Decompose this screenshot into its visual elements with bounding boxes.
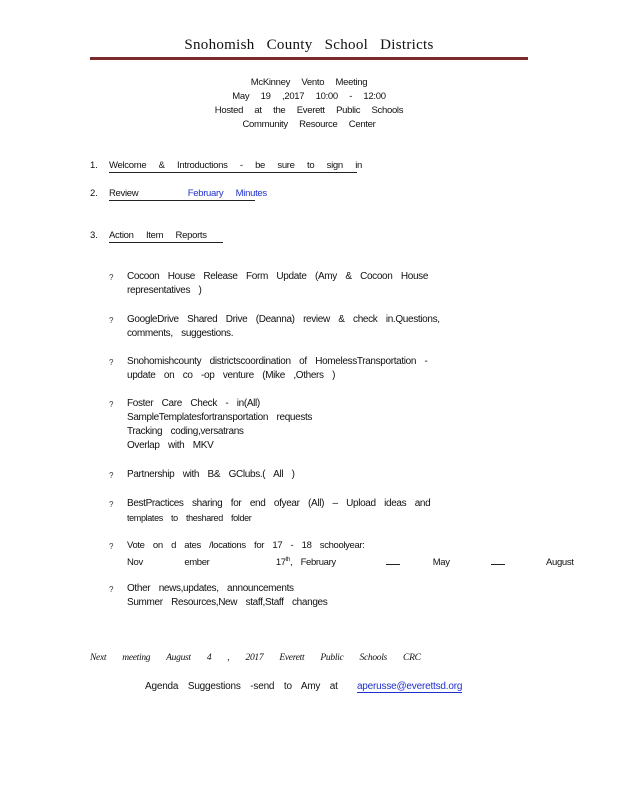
bullet-icon: ? <box>109 316 114 325</box>
document-title: Snohomish County School Districts <box>184 37 434 53</box>
agenda-suggestions-text: Agenda Suggestions -send to Amy at <box>145 681 338 692</box>
meeting-name: McKinney Vento Meeting <box>250 77 368 88</box>
date-august: August <box>546 557 574 569</box>
bullet-icon: ? <box>109 273 114 282</box>
bullet-icon: ? <box>109 400 114 409</box>
meeting-host: Hosted at the Everett Public Schools <box>214 105 404 116</box>
agenda-item-action-reports: Action Item Reports <box>109 230 223 243</box>
report-foster-line4: Overlap with MKV <box>127 440 214 451</box>
blank-line <box>491 555 505 565</box>
bullet-icon: ? <box>109 542 114 551</box>
date-may: May <box>432 557 450 569</box>
february-minutes-link[interactable]: February Minutes <box>187 188 267 199</box>
title-divider <box>90 57 528 60</box>
report-cocoon-line1: Cocoon House Release Form Update (Amy & Cocoon House <box>127 271 429 282</box>
date-superscript: th <box>285 557 291 563</box>
blank-line <box>386 555 400 565</box>
report-transportation-line1: Snohomishcounty districtscoordination of HomelessTransportation - <box>127 356 428 367</box>
report-partnership: Partnership with B& GClubs.( All ) <box>127 469 295 480</box>
report-transportation-line2: update on co -op venture (Mike ,Others ) <box>127 370 336 381</box>
date-november-a: Nov <box>127 557 143 569</box>
report-foster-line1: Foster Care Check - in(All) <box>127 398 260 409</box>
date-november-b: ember <box>184 557 210 569</box>
email-link[interactable]: aperusse@everettsd.org <box>356 681 463 692</box>
agenda-item-welcome: Welcome & Introductions - be sure to sign in <box>109 160 363 171</box>
meeting-location: Community Resource Center <box>242 119 376 130</box>
bullet-icon: ? <box>109 471 114 480</box>
agenda-number-2: 2. <box>90 188 98 199</box>
agenda-number-1: 1. <box>90 160 98 171</box>
bullet-icon: ? <box>109 358 114 367</box>
report-googledrive-line2: comments, suggestions. <box>127 328 234 339</box>
date-february: , February <box>290 557 336 569</box>
report-foster-line3: Tracking coding,versatrans <box>127 426 244 437</box>
next-meeting: Next meeting August 4 , 2017 Everett Public Schools CRC <box>90 653 421 663</box>
bullet-icon: ? <box>109 585 114 594</box>
review-label: Review <box>109 188 139 199</box>
report-other-line2: Summer Resources,New staff,Staff changes <box>127 597 328 608</box>
report-vote-line1: Vote on d ates /locations for 17 - 18 schoolyear: <box>127 540 365 551</box>
date-november-day: 17 <box>275 557 286 569</box>
meeting-date-time: May 19 ,2017 10:00 - 12:00 <box>232 91 386 102</box>
report-bestpractices-line2: templates to theshared folder <box>127 513 252 523</box>
report-foster-line2: SampleTemplatesfortransportation requests <box>127 412 313 423</box>
report-other-line1: Other news,updates, announcements <box>127 583 294 594</box>
report-cocoon-line2: representatives ) <box>127 285 202 296</box>
report-bestpractices-line1: BestPractices sharing for end ofyear (All) – Upload ideas and <box>127 498 431 509</box>
agenda-item-review <box>109 188 267 201</box>
agenda-suggestions <box>145 681 520 692</box>
bullet-icon: ? <box>109 500 114 509</box>
report-googledrive-line1: GoogleDrive Shared Drive (Deanna) review & check in.Questions, <box>127 314 440 325</box>
agenda-number-3: 3. <box>90 230 98 241</box>
report-vote-dates <box>127 553 618 570</box>
